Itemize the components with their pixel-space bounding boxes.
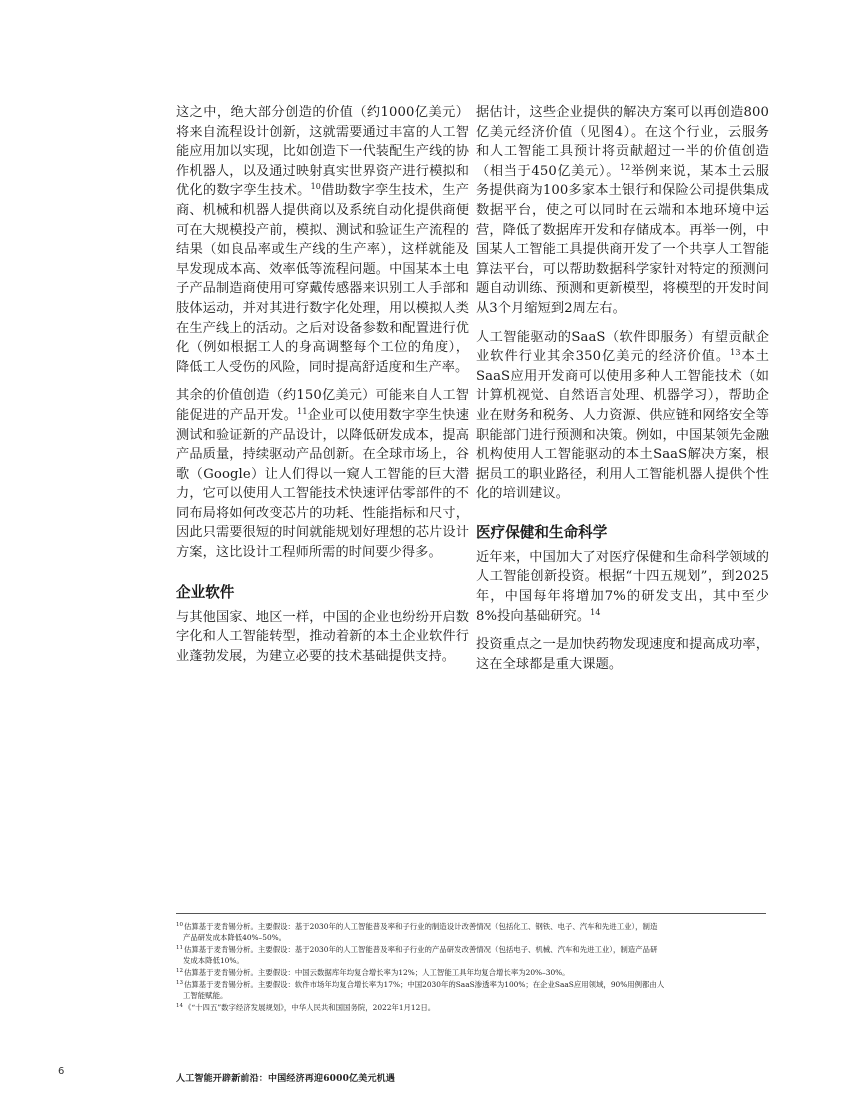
left-column	[176, 103, 469, 675]
footnote-ref[interactable]: 11	[297, 406, 308, 416]
footnote-ref[interactable]: 10	[310, 182, 321, 192]
footnote-ref[interactable]: 14	[590, 607, 601, 617]
footnote: $^{11}$估算基于麦肯锡分析。主要假设：基于2030年的人工智能普及率和子行业的产品研发改善情况（包括电子、机械、汽车和先进工业），制造产品研 发成本降低10%。	[176, 945, 658, 965]
body-paragraph: 据估计，这些企业提供的解决方案可以再创造800亿美元经济价值（见图4）。在这个行业，云服务和人工智能工具预计将贡献超过一半的价值创造（相当于450亿美元）。$^{12}$举例来说，某本土云服务提供商为100多家本土银行和保险公司提供集成数据平台，使之可以同时在云端和本地环境中运营，降低了数据库开发和存储成本。再举一例，中国某人工智能工具提供商开发了一个共享人工智能算法平台，可以帮助数据科学家针对特定的预测问题自动训练、预测和更新模型，将模型的开发时间从3个月缩短到2周左右。	[476, 105, 769, 316]
footnote: $^{10}$估算基于麦肯锡分析。主要假设：基于2030年的人工智能普及率和子行业的制造设计改善情况（包括化工、钢铁、电子、汽车和先进工业），制造 产品研发成本降低40%–50%。	[176, 922, 658, 942]
body-paragraph: 这之中，绝大部分创造的价值（约1000亿美元）将来自流程设计创新，这就需要通过丰富的人工智能应用加以实现，比如创造下一代装配生产线的协作机器人，以及通过映射真实世界资产进行模拟和优化的数字孪生技术。$^{10}$借助数字孪生技术，生产商、机械和机器人提供商以及系统自动化提供商便可在大规模投产前，模拟、测试和验证生产流程的结果（如良品率或生产线的生产率），这样就能及早发现成本高、效率低等流程问题。中国某本土电子产品制造商使用可穿戴传感器来识别工人手部和肢体运动，并对其进行数字化处理，用以模拟人类在生产线上的活动。之后对设备参数和配置进行优化（例如根据工人的身高调整每个工位的角度），降低工人受伤的风险，同时提高舒适度和生产率。	[176, 105, 469, 375]
right-column	[476, 103, 769, 683]
footnote-ref[interactable]: 12	[620, 162, 631, 172]
body-paragraph: 近年来，中国加大了对医疗保健和生命科学领域的人工智能创新投资。根据“十四五规划”，到2025年，中国每年将增加7%的研发支出，其中至少8%投向基础研究。$^{14}$	[476, 549, 769, 624]
body-paragraph: 人工智能驱动的SaaS（软件即服务）有望贡献企业软件行业其余350亿美元的经济价值。$^{13}$本土SaaS应用开发商可以使用多种人工智能技术（如计算机视觉、自然语言处理、机器学习），帮助企业在财务和税务、人力资源、供应链和网络安全等职能部门进行预测和决策。例如，中国某领先金融机构使用人工智能驱动的本土SaaS解决方案，根据员工的职业路径，利用人工智能机器人提供个性化的培训建议。	[476, 329, 769, 502]
body-paragraph: 投资重点之一是加快药物发现速度和提高成功率，这在全球都是重大课题。	[476, 637, 769, 672]
body-paragraph: 其余的价值创造（约150亿美元）可能来自人工智能促进的产品开发。$^{11}$企业可以使用数字孪生快速测试和验证新的产品设计，以降低研发成本，提高产品质量，持续驱动产品创新。在全球市场上，谷歌（Google）让人们得以一窥人工智能的巨大潜力，它可以使用人工智能技术快速评估零部件的不同布局将如何改变芯片的功耗、性能指标和尺寸，因此只需要很短的时间就能规划好理想的芯片设计方案，这比设计工程师所需的时间要少得多。	[176, 388, 470, 561]
footnote-divider	[176, 913, 766, 914]
body-paragraph: 与其他国家、地区一样，中国的企业也纷纷开启数字化和人工智能转型，推动着新的本土企业软件行业蓬勃发展，为建立必要的技术基础提供支持。	[176, 609, 469, 664]
section-heading-enterprise-software: 企业软件	[176, 583, 235, 601]
page-number: 6	[58, 1066, 65, 1077]
footnotes	[176, 921, 766, 1014]
section-heading-healthcare: 医疗保健和生命科学	[476, 523, 608, 541]
footnote: $^{12}$估算基于麦肯锡分析。主要假设：中国云数据库年均复合增长率为12%；人工智能工具年均复合增长率为20%–30%。	[176, 968, 570, 977]
footnote: $^{13}$估算基于麦肯锡分析。主要假设：软件市场年均复合增长率为17%；中国2030年的SaaS渗透率为100%；在企业SaaS应用领域，90%用例都由人 工智能赋能。	[176, 980, 665, 1000]
footnote-ref[interactable]: 13	[730, 348, 741, 358]
footnote: $^{14}$《“十四五”数字经济发展规划》，中华人民共和国国务院，2022年1月12日。	[176, 1003, 436, 1012]
running-title: 人工智能开辟新前沿：中国经济再迎6000亿美元机遇	[176, 1074, 396, 1084]
